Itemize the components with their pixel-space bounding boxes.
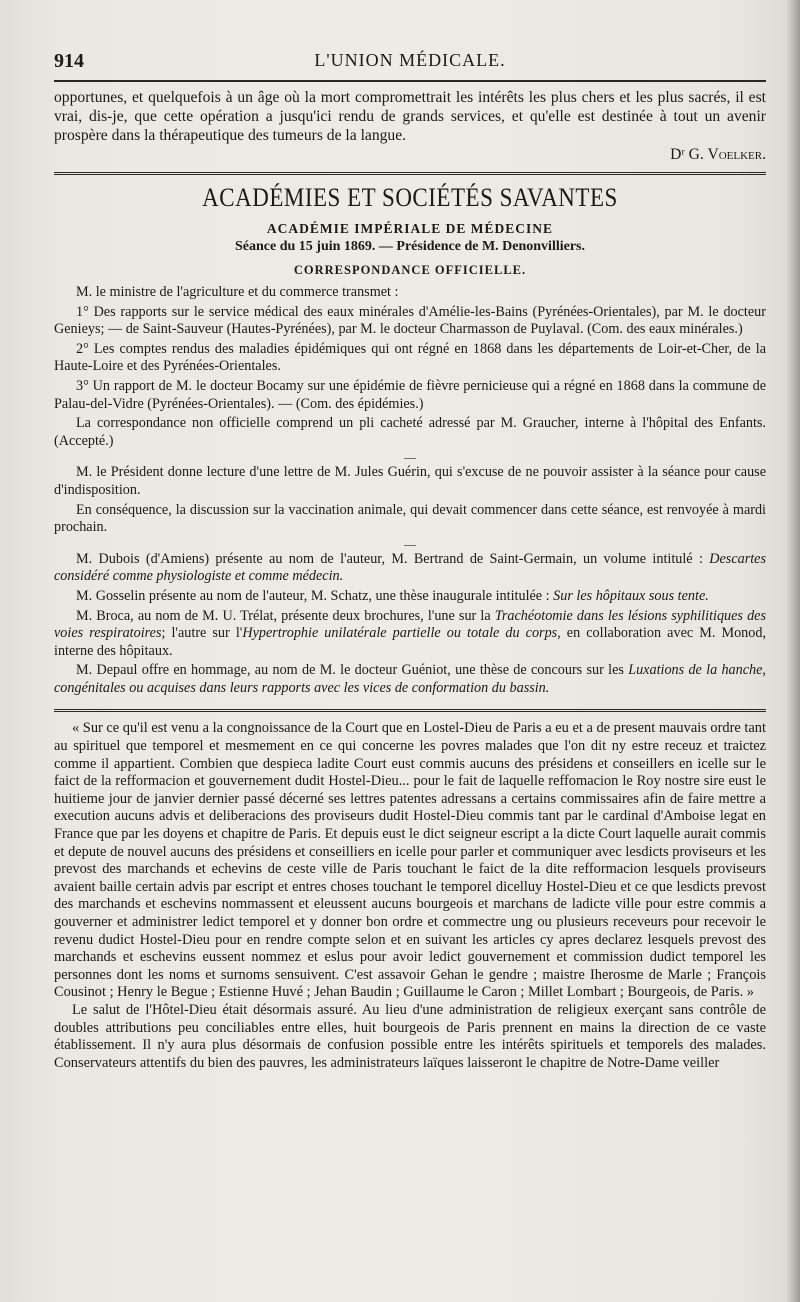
paragraph-broca xyxy=(54,608,766,661)
paragraph-minister: M. le ministre de l'agriculture et du commerce transmet : xyxy=(76,284,399,300)
gosselin-text: M. Gosselin présente au nom de l'auteur, M. Schatz, une thèse inaugurale intitulée : xyxy=(76,587,554,604)
quoted-decree: « Sur ce qu'il est venu a la congnoissance de la Court que en Lostel-Dieu de Paris a eu et a de present mauvais ordre tant au spirituel que temporel et mesmement en ce qui concerne les povres malades que l'on dit ny estre receuz et traictez comme il appartient. Combien que despieca ladite Court eust commis aucuns des présidens et conseillers en icelle sur le faict de la refformacion et gouvernement dudit Hostel-Dieu... pour le fait de laquelle reffomacion le Roy nostre sire eust le huitieme jour de janvier dernier passé décerné ses lettres patentes adressans a certains commissaires afin de faire mettre a execution aucuns advis et deliberacions des proviseurs dudit Hostel-Dieu commis tant par le cardinal d'Amboise legat en France que par les doyens et chapitre de Paris. Et depuis eust le dict seigneur escript a la dicte Court laquelle aurait commis et depute de nouvel aucuns des présidens et conseilliers en icelle pour parler et communiquer avec lesdicts proviseurs et les prevost des marchands et echevins de ceste ville de Paris touchant le faict de la dite refformacion lesquels proviseurs avaient baille certain advis par escript et entres choses touchant le temporel dicelluy Hostel-Dieu et ce que lesdicts prevost des marchands et eschevins nommassent et eleussent aucuns bourgeois et marchans de ladicte ville pour estre commis a gouverner et administrer ledict temporel et y donner bon ordre et commectre ung ou plusieurs receveurs pour recevoir le revenu dudict Hostel-Dieu pour en rendre compte selon et en suivant les articles cy apres declarez lesquels prevost des marchands et eschevins eussent nommez et eslus pour avoir ledict gouvernement et commission dudict temporel les personnes dont les noms et surnoms sensuivent. C'est assavoir Gehan le gendre ; maistre Iherosme de Marle ; François Cousinot ; Henry le Begue ; Estienne Huvé ; Jehan Baudin ; Guillaume le Caron ; Millet Lombart ; Bourgeois, de Paris. » xyxy=(54,720,766,1001)
section-title: ACADÉMIES ET SOCIÉTÉS SAVANTES xyxy=(202,183,618,212)
paragraph-gosselin xyxy=(54,588,766,606)
paragraph-president: M. le Président donne lecture d'une lettre de M. Jules Guérin, qui s'excuse de ne pouvoir assister à la séance pour cause d'indisposition. xyxy=(54,464,766,498)
seance-line: Séance du 15 juin 1869. — Présidence de M. Denonvilliers. xyxy=(235,239,585,254)
paragraph-hotel-dieu: Le salut de l'Hôtel-Dieu était désormais assuré. Au lieu d'une administration de religieux exerçant sans contrôle de doubles attributions peu conciliables entre elles, huit bourgeois de Paris prennent en mains la direction de ce vaste établissement. Il n'y aura plus désormais de confusion possible entre les intérêts spirituels et temporels des malades. Conservateurs attentifs du bien des pauvres, les administrateurs laïques laisseront le chapitre de Notre-Dame veiller xyxy=(54,1001,766,1071)
feuilleton-rule xyxy=(54,709,766,712)
paragraph-depaul xyxy=(54,662,766,697)
dubois-text: M. Dubois (d'Amiens) présente au nom de l'auteur, M. Bertrand de Saint-Germain, un volume intitulé : xyxy=(76,550,710,567)
paragraph-consequence: En conséquence, la discussion sur la vaccination animale, qui devait commencer dans cette séance, est renvoyée à mardi prochain. xyxy=(54,501,766,536)
paragraph-item-1: 1° Des rapports sur le service médical des eaux minérales d'Amélie-les-Bains (Pyrénées-Orientales), par M. le docteur Genieys; — de Saint-Sauveur (Hautes-Pyrénées), par M. le docteur Charmasson de Puylaval. (Com. des eaux minérales.) xyxy=(54,303,766,338)
paragraph-dubois xyxy=(54,551,766,586)
depaul-thesis-title: Luxations de la hanche, congénitales ou acquises dans leurs rapports avec les vices de conformation du bassin. xyxy=(54,662,766,696)
separator-dash: — xyxy=(404,450,416,465)
page-content xyxy=(54,42,766,1072)
paragraph-unofficial: La correspondance non officielle comprend un pli cacheté adressé par M. Graucher, interne à l'hôpital des Enfants. (Accepté.) xyxy=(54,415,766,449)
paragraph-item-3: 3° Un rapport de M. le docteur Bocamy sur une épidémie de fièvre pernicieuse qui a régné en 1868 dans la commune de Palau-del-Vidre (Pyrénées-Orientales). — (Com. des épidémies.) xyxy=(54,377,766,412)
paragraph-item-2: 2° Les comptes rendus des maladies épidémiques qui ont régné en 1868 dans les départements de Loir-et-Cher, de la Haute-Loire et des Pyrénées-Orientales. xyxy=(54,340,766,375)
depaul-text: M. Depaul offre en hommage, au nom de M. le docteur Guéniot, une thèse de concours sur les xyxy=(76,662,629,679)
dubois-book-title: Descartes considéré comme physiologiste et comme médecin. xyxy=(54,550,766,585)
gosselin-thesis-title: Sur les hôpitaux sous tente. xyxy=(553,587,709,604)
correspondence-heading: CORRESPONDANCE OFFICIELLE. xyxy=(293,263,527,277)
page-spine-shadow xyxy=(786,0,800,1302)
intro-paragraph: opportunes, et quelquefois à un âge où la mort compromettrait les intérêts les plus chers et les plus sacrés, il est vrai, dis-je, que cette opération a jusqu'ici rendu de grands services, et qu'elle est destinée à tout un avenir prospère dans la thérapeutique des tumeurs de la langue. xyxy=(54,89,766,144)
running-title: L'UNION MÉDICALE. xyxy=(314,50,506,70)
broca-title-2: Hypertrophie unilatérale partielle ou totale du corps xyxy=(242,625,558,642)
broca-title-1: Trachéotomie dans les lésions syphilitiques des voies respiratoires xyxy=(54,607,766,642)
broca-text-2: ; l'autre sur l' xyxy=(161,625,243,642)
separator-dash-2: — xyxy=(404,536,416,551)
header-rule xyxy=(54,80,766,82)
academy-heading: ACADÉMIE IMPÉRIALE DE MÉDECINE xyxy=(266,221,554,236)
page-number: 914 xyxy=(54,50,84,72)
author-signature: Dʳ G. Voelker. xyxy=(670,146,766,163)
section-rule xyxy=(54,172,766,175)
page-header xyxy=(54,42,766,70)
broca-text-1: M. Broca, au nom de M. U. Trélat, présente deux brochures, l'une sur la xyxy=(76,607,495,624)
broca-text-3: , en collaboration avec M. Monod, interne des hôpitaux. xyxy=(54,625,766,659)
